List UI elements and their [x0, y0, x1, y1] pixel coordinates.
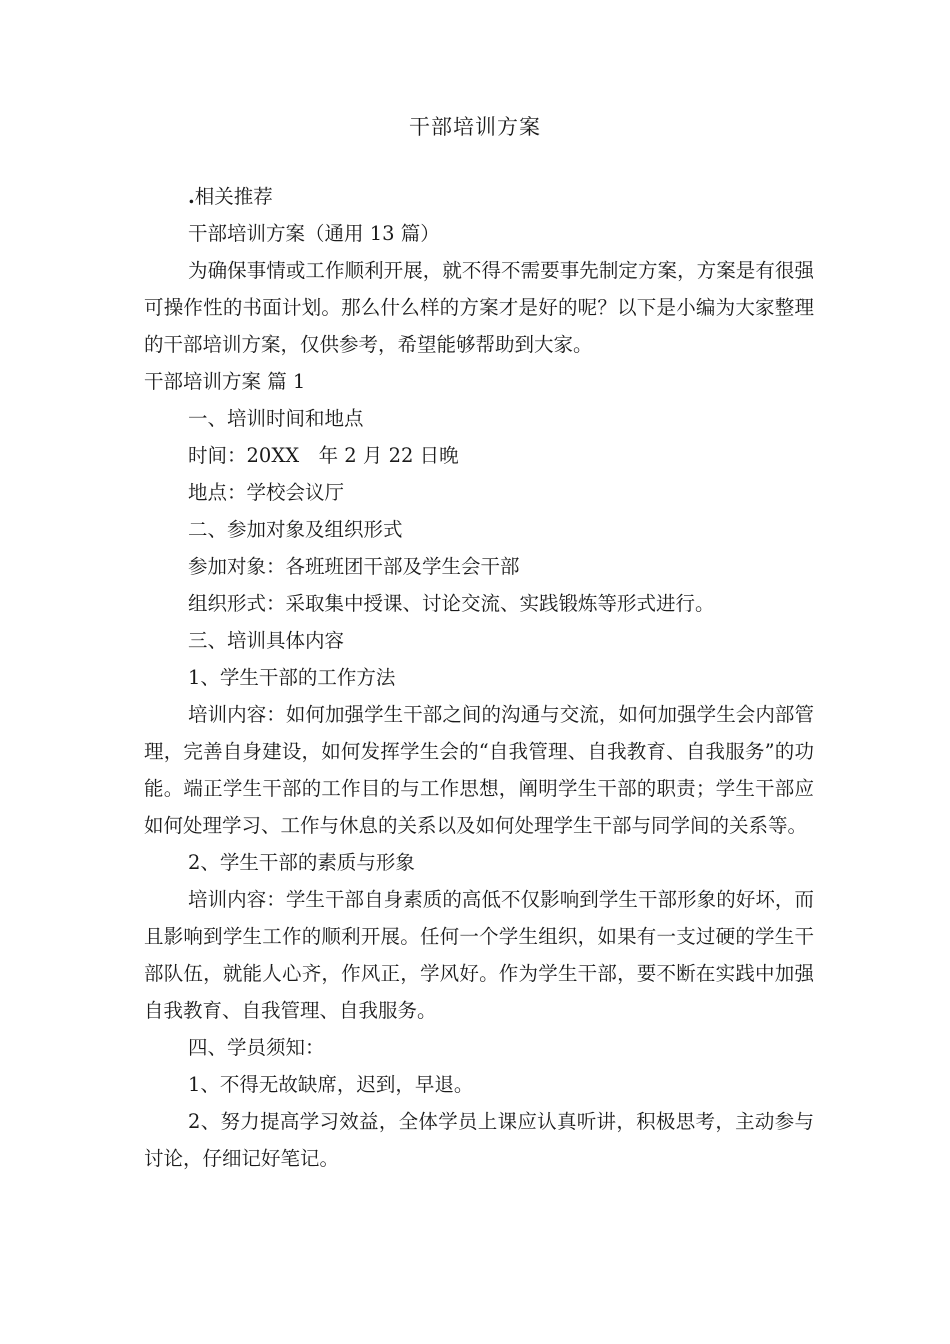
intro-paragraph: 为确保事情或工作顺利开展，就不得不需要事先制定方案，方案是有很强可操作性的书面计划。那么什么样的方案才是好的呢？以下是小编为大家整理的干部培训方案，仅供参考，希望能够帮助到大家。: [144, 259, 814, 356]
rule-1: 1、不得无故缺席，迟到，早退。: [188, 1073, 474, 1096]
heading-training-time-place: 一、培训时间和地点: [188, 407, 364, 430]
heading-rules: 四、学员须知：: [188, 1036, 325, 1059]
format-line: 组织形式：采取集中授课、讨论交流、实践锻炼等形式进行。: [188, 592, 715, 615]
subtitle: 干部培训方案（通用 13 篇）: [188, 222, 440, 245]
heading-participants: 二、参加对象及组织形式: [188, 518, 403, 541]
time-line: 时间：20XX 年 2 月 22 日晚: [188, 444, 459, 467]
paragraph-work-method: 培训内容：如何加强学生干部之间的沟通与交流，如何加强学生会内部管理，完善自身建设，如何发挥学生会的“自我管理、自我教育、自我服务”的功能。端正学生干部的工作目的与工作思想，阐明学生干部的职责；学生干部应如何处理学习、工作与休息的关系以及如何处理学生干部与同学间的关系等。: [144, 703, 814, 837]
section-title: 干部培训方案 篇 1: [144, 370, 306, 393]
heading-content: 三、培训具体内容: [188, 629, 345, 652]
document-title: 干部培训方案: [409, 115, 541, 139]
participants-line: 参加对象：各班班团干部及学生会干部: [188, 555, 520, 578]
place-line: 地点：学校会议厅: [188, 481, 345, 504]
recommend-label: 相关推荐: [194, 185, 273, 208]
paragraph-quality-image: 培训内容：学生干部自身素质的高低不仅影响到学生干部形象的好坏，而且影响到学生工作的顺利开展。任何一个学生组织，如果有一支过硬的学生干部队伍，就能人心齐，作风正，学风好。作为学生干部，要不断在实践中加强自我教育、自我管理、自我服务。: [144, 888, 814, 1022]
recommend-heading: [144, 178, 814, 215]
subheading-quality-image: 2、学生干部的素质与形象: [188, 851, 415, 874]
subheading-work-method: 1、学生干部的工作方法: [188, 666, 396, 689]
document-body: [144, 178, 814, 1177]
rule-2: 2、努力提高学习效益，全体学员上课应认真听讲，积极思考，主动参与讨论，仔细记好笔记。: [144, 1110, 814, 1170]
bullet-dot-icon: .: [188, 185, 195, 208]
